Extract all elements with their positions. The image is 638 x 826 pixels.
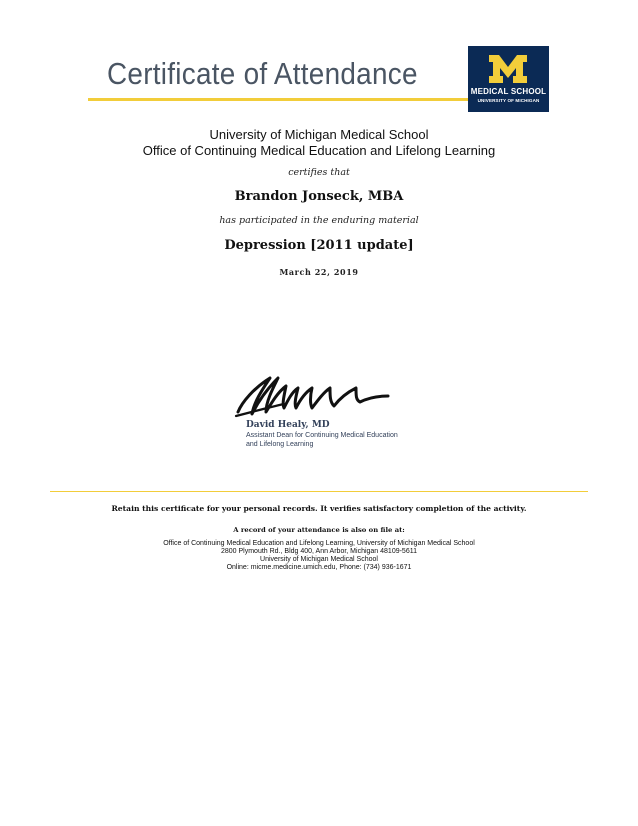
signature-image	[232, 368, 402, 424]
footer-address	[0, 540, 638, 572]
address-line-school: University of Michigan Medical School	[260, 556, 378, 563]
signatory-name: David Healy, MD	[246, 420, 330, 430]
address-line-street: 2800 Plymouth Rd., Bldg 400, Ann Arbor, Michigan 48109-5611	[220, 548, 417, 555]
institution-name: University of Michigan Medical School	[209, 127, 429, 142]
retain-notice: Retain this certificate for your personal records. It verifies satisfactory completion of the activity.	[111, 504, 527, 513]
logo-medical-school-text: MEDICAL SCHOOL	[470, 87, 547, 96]
recipient-name: Brandon Jonseck, MBA	[234, 189, 404, 204]
certificate-title: Certificate of Attendance	[107, 56, 418, 91]
address-line-contact: Online: micme.medicine.umich.edu, Phone: (734) 936-1671	[226, 564, 412, 571]
certifies-text: certifies that	[288, 167, 350, 178]
address-line-office: Office of Continuing Medical Education and Lifelong Learning, University of Michigan Medical School	[163, 540, 475, 547]
office-name: Office of Continuing Medical Education and Lifelong Learning	[142, 143, 496, 158]
completion-date: March 22, 2019	[279, 267, 359, 277]
umich-medical-school-logo	[468, 46, 549, 112]
record-on-file-text: A record of your attendance is also on file at:	[233, 526, 405, 534]
block-m-icon	[488, 54, 528, 84]
activity-title: Depression [2011 update]	[224, 238, 414, 253]
logo-university-text: UNIVERSITY OF MICHIGAN	[477, 98, 540, 103]
signatory-title-line2: and Lifelong Learning	[246, 441, 314, 448]
title-underline	[88, 98, 468, 101]
participated-text: has participated in the enduring material	[219, 215, 419, 226]
signatory-title-line1: Assistant Dean for Continuing Medical Education	[246, 432, 398, 439]
footer-divider	[50, 491, 588, 492]
